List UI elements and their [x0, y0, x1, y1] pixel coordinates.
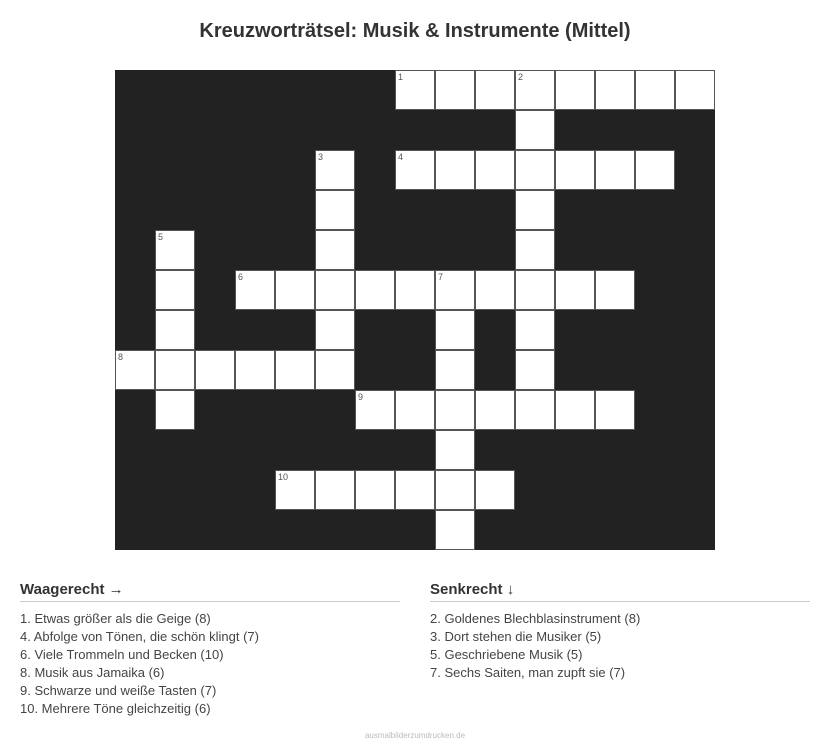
grid-cell[interactable]	[235, 350, 275, 390]
clue-number: 9	[358, 392, 364, 402]
grid-cell[interactable]	[355, 470, 395, 510]
grid-cell[interactable]	[315, 310, 355, 350]
footer-credit: ausmalbilderzumdrucken.de	[364, 731, 466, 740]
grid-cell[interactable]	[435, 270, 475, 310]
grid-cell[interactable]	[435, 470, 475, 510]
grid-cell[interactable]	[595, 270, 635, 310]
grid-cell[interactable]	[155, 390, 195, 430]
grid-cell[interactable]	[515, 70, 555, 110]
clue-item: 9. Schwarze und weiße Tasten (7)	[20, 683, 217, 698]
grid-cell[interactable]	[315, 470, 355, 510]
grid-cell[interactable]	[155, 270, 195, 310]
grid-cell[interactable]	[435, 150, 475, 190]
grid-cell[interactable]	[515, 350, 555, 390]
grid-cell[interactable]	[475, 70, 515, 110]
grid-cell[interactable]	[515, 190, 555, 230]
grid-cell[interactable]	[555, 70, 595, 110]
clue-number: 8	[118, 352, 124, 362]
grid-cell[interactable]	[435, 310, 475, 350]
grid-cell[interactable]	[675, 70, 715, 110]
grid-cell[interactable]	[355, 390, 395, 430]
clue-item: 6. Viele Trommeln und Becken (10)	[20, 647, 224, 662]
clue-number: 3	[318, 152, 324, 162]
grid-cell[interactable]	[515, 270, 555, 310]
grid-cell[interactable]	[635, 150, 675, 190]
clue-item: 5. Geschriebene Musik (5)	[430, 647, 583, 662]
grid-cell[interactable]	[595, 70, 635, 110]
grid-cell[interactable]	[435, 390, 475, 430]
grid-cell[interactable]	[355, 270, 395, 310]
grid-cell[interactable]	[275, 270, 315, 310]
grid-cell[interactable]	[515, 150, 555, 190]
clue-item: 7. Sechs Saiten, man zupft sie (7)	[430, 665, 626, 680]
clue-number: 10	[278, 472, 289, 482]
grid-cell[interactable]	[555, 390, 595, 430]
across-clues	[20, 580, 400, 718]
page-title: Kreuzworträtsel: Musik & Instrumente (Mittel)	[199, 20, 631, 42]
grid-cell[interactable]	[315, 190, 355, 230]
crossword-grid	[115, 70, 715, 550]
grid-cell[interactable]	[155, 310, 195, 350]
clue-number: 7	[438, 272, 444, 282]
grid-cell[interactable]	[155, 350, 195, 390]
grid-cell[interactable]	[315, 350, 355, 390]
grid-cell[interactable]	[275, 350, 315, 390]
grid-cell[interactable]	[515, 310, 555, 350]
down-list	[430, 610, 810, 682]
grid-cell[interactable]	[155, 230, 195, 270]
grid-cell[interactable]	[435, 70, 475, 110]
grid-cell[interactable]	[395, 470, 435, 510]
grid-cell[interactable]	[195, 350, 235, 390]
clue-number: 1	[398, 72, 404, 82]
grid-cell[interactable]	[435, 350, 475, 390]
grid-cell[interactable]	[315, 150, 355, 190]
grid-cell[interactable]	[235, 270, 275, 310]
grid-cell[interactable]	[315, 230, 355, 270]
grid-cell[interactable]	[515, 390, 555, 430]
grid-cell[interactable]	[395, 270, 435, 310]
clue-item: 4. Abfolge von Tönen, die schön klingt (7)	[20, 629, 259, 644]
clue-item: 2. Goldenes Blechblasinstrument (8)	[430, 611, 641, 626]
grid-cell[interactable]	[315, 270, 355, 310]
grid-cell[interactable]	[115, 350, 155, 390]
grid-cell[interactable]	[435, 510, 475, 550]
grid-cell[interactable]	[435, 430, 475, 470]
clue-number: 5	[158, 232, 164, 242]
clue-number: 6	[238, 272, 244, 282]
grid-cell[interactable]	[635, 70, 675, 110]
grid-cell[interactable]	[395, 150, 435, 190]
grid-cell[interactable]	[555, 150, 595, 190]
down-clues	[430, 580, 810, 682]
grid-cell[interactable]	[475, 470, 515, 510]
grid-cell[interactable]	[515, 110, 555, 150]
clue-number: 2	[518, 72, 524, 82]
grid-cell[interactable]	[395, 390, 435, 430]
clue-number: 4	[398, 152, 404, 162]
grid-cell[interactable]	[555, 270, 595, 310]
across-heading: Waagerecht →	[20, 580, 400, 602]
grid-cell[interactable]	[475, 150, 515, 190]
grid-cell[interactable]	[475, 270, 515, 310]
clue-item: 1. Etwas größer als die Geige (8)	[20, 611, 211, 626]
grid-cell[interactable]	[275, 470, 315, 510]
down-heading: Senkrecht ↓	[430, 580, 810, 602]
grid-cell[interactable]	[475, 390, 515, 430]
across-list	[20, 610, 400, 718]
clue-item: 3. Dort stehen die Musiker (5)	[430, 629, 602, 644]
grid-cell[interactable]	[595, 150, 635, 190]
clue-item: 8. Musik aus Jamaika (6)	[20, 665, 165, 680]
grid-cell[interactable]	[395, 70, 435, 110]
clue-item: 10. Mehrere Töne gleichzeitig (6)	[20, 701, 211, 716]
grid-cell[interactable]	[595, 390, 635, 430]
grid-cell[interactable]	[515, 230, 555, 270]
